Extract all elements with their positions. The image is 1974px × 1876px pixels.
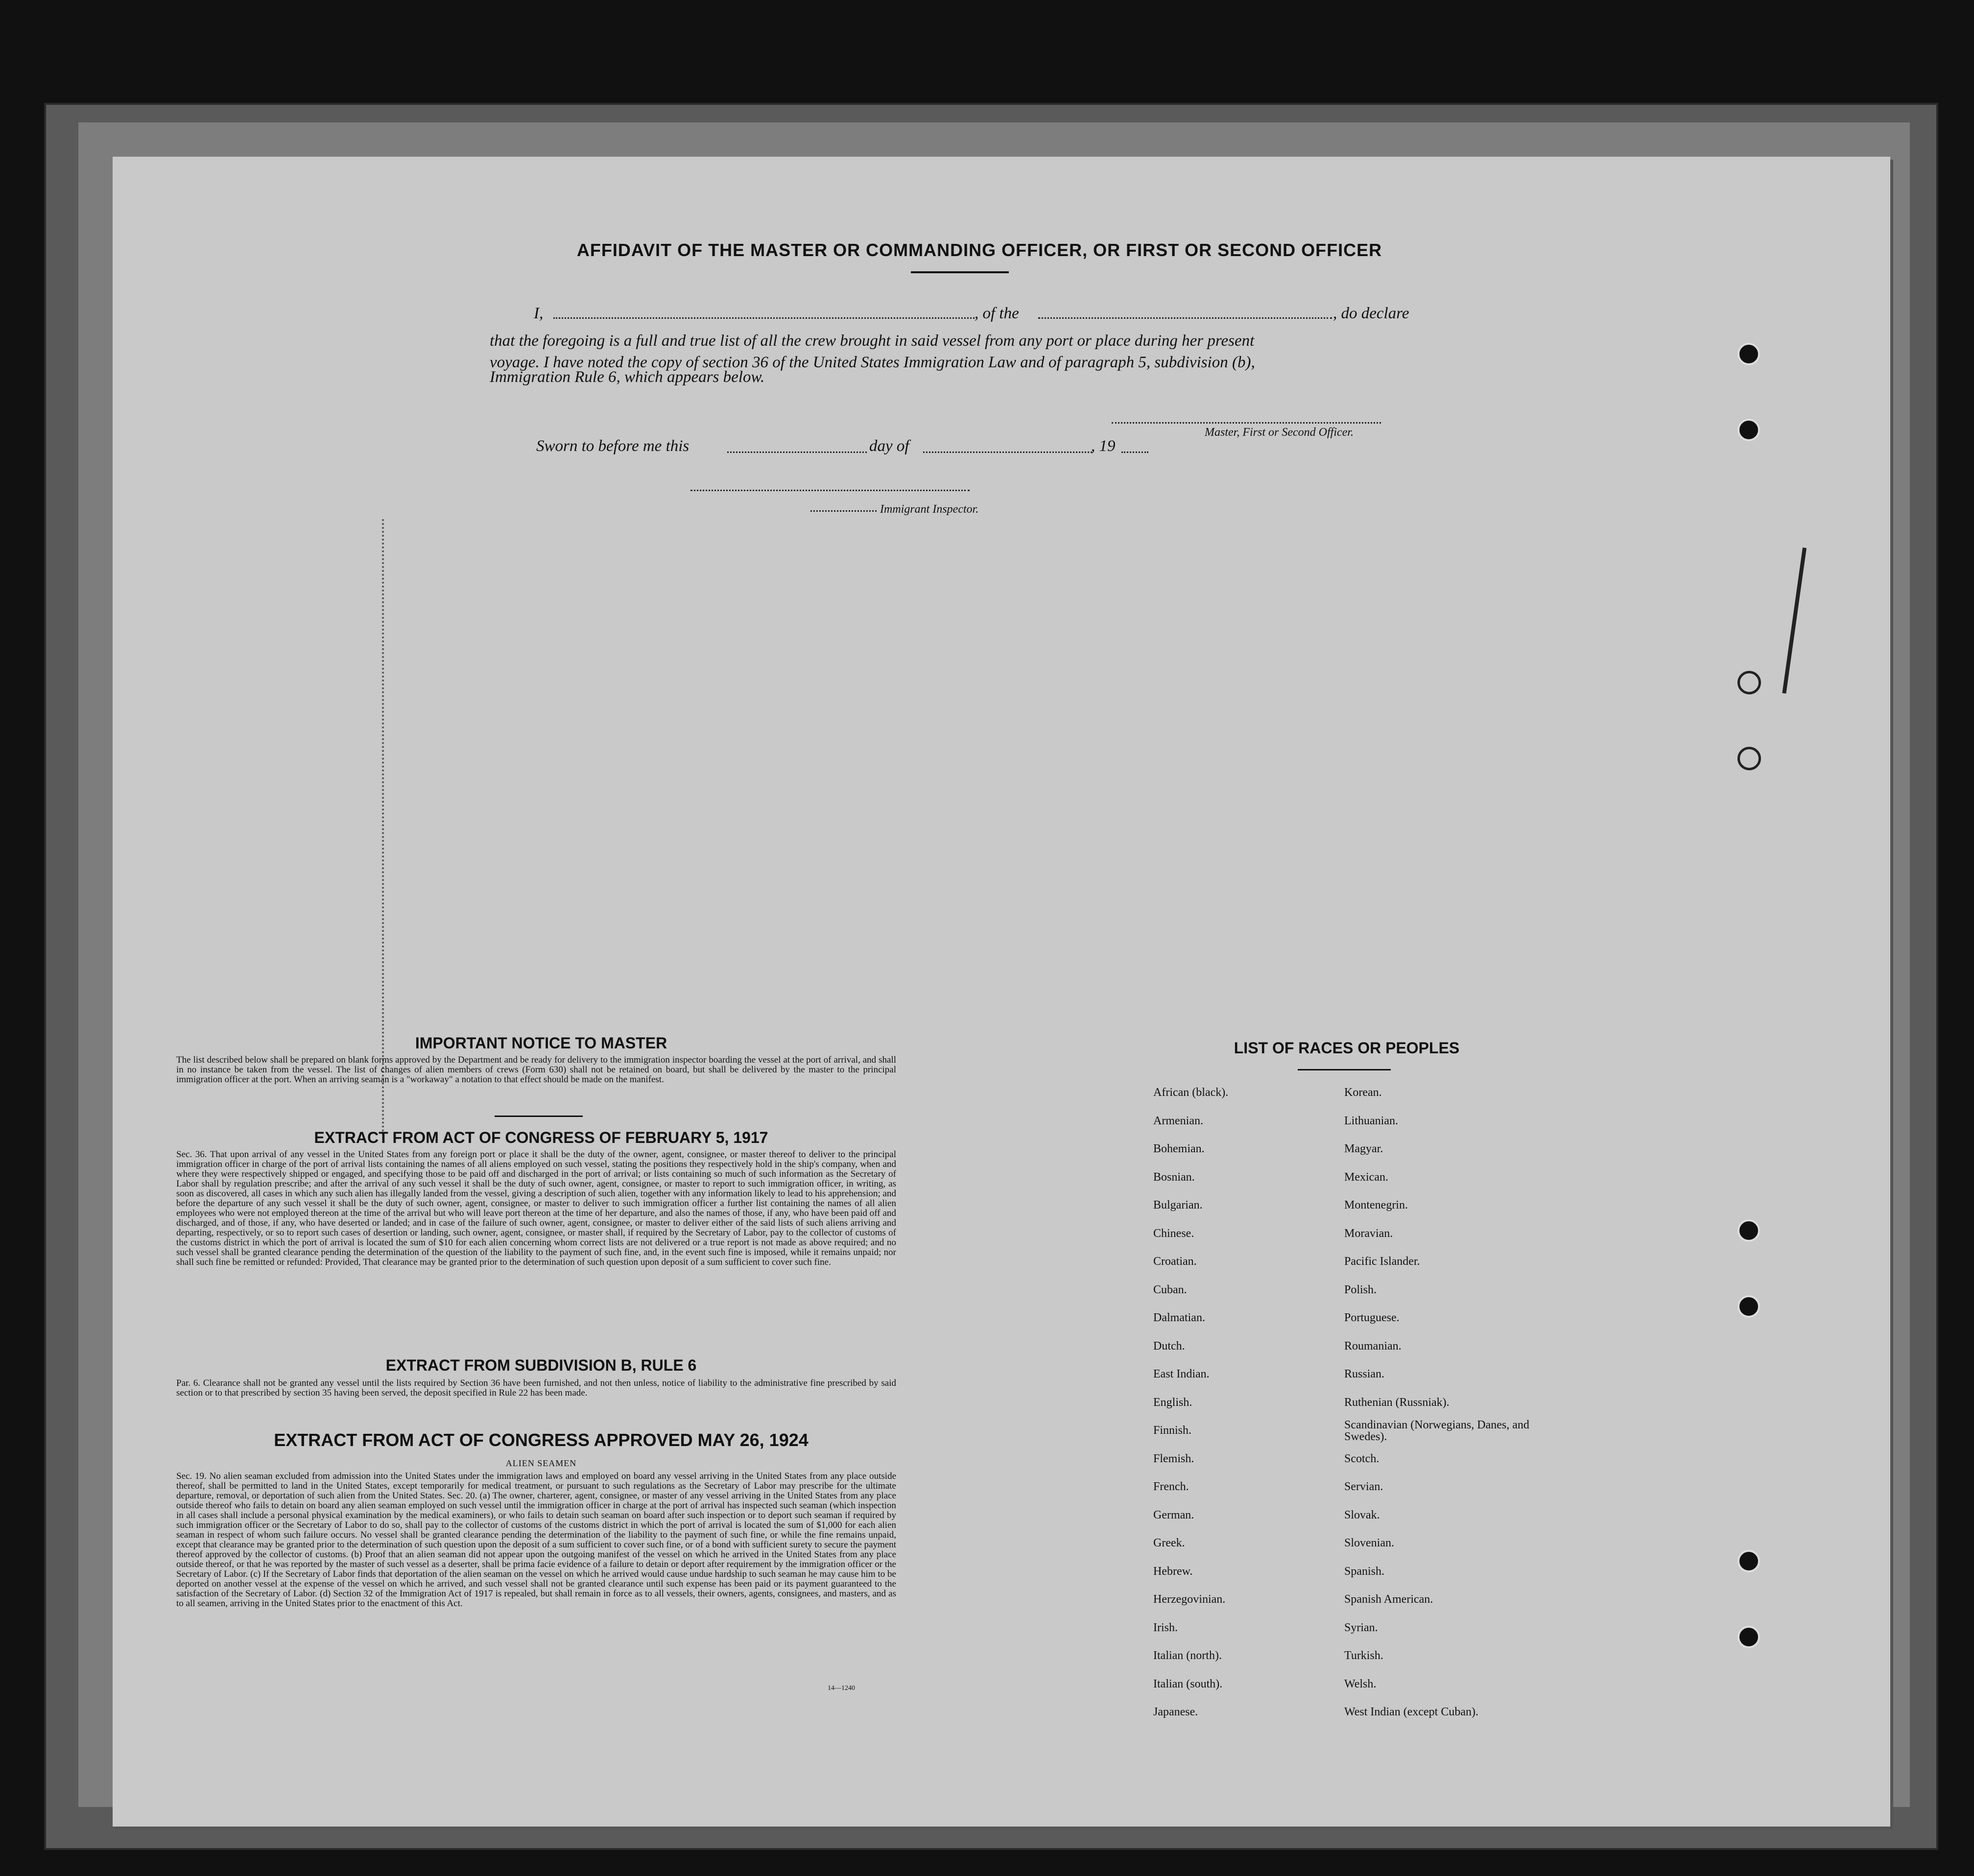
of-the-label: , of the: [975, 305, 1019, 322]
sworn-year-line[interactable]: [1121, 451, 1148, 453]
affidavit-title: AFFIDAVIT OF THE MASTER OR COMMANDING OFFICER, OR FIRST OR SECOND OFFICER: [576, 240, 1382, 260]
extract-rule6-title: EXTRACT FROM SUBDIVISION B, RULE 6: [385, 1356, 697, 1374]
name-line[interactable]: [553, 317, 975, 319]
notice-text: The list described below shall be prepared on blank forms approved by the Department and be ready for delivery to the immigration inspector boarding the vessel at the port of arrival, and shall in no instance be taken from the vessel. The list of changes of alien members of crews (Form 630) shall not be retained on board, but shall be delivered by the master to the principal immigration officer at the port. When an arriving seaman is a "workaway" a notation to that effect should be made on the manifest.: [176, 1055, 896, 1085]
race-item: Bosnian.: [1153, 1170, 1195, 1184]
vessel-line[interactable]: [1038, 317, 1332, 319]
race-item: Slovenian.: [1344, 1537, 1394, 1549]
race-item: Servian.: [1344, 1480, 1383, 1493]
race-item: Moravian.: [1344, 1227, 1393, 1240]
race-item: Bohemian.: [1153, 1142, 1205, 1155]
race-item: Slovak.: [1344, 1508, 1380, 1521]
affidavit-i-label: I,: [534, 305, 544, 322]
race-item: Dalmatian.: [1153, 1311, 1205, 1324]
race-item: Bulgarian.: [1153, 1199, 1203, 1211]
race-item: Montenegrin.: [1344, 1199, 1408, 1211]
race-item: Flemish.: [1153, 1452, 1194, 1465]
race-item: Spanish.: [1344, 1565, 1385, 1578]
master-signature-label: Master, First or Second Officer.: [1205, 426, 1354, 439]
race-item: Japanese.: [1153, 1706, 1198, 1718]
form-number: 14—1240: [828, 1685, 855, 1692]
extract-1924-text: Sec. 19. No alien seaman excluded from admission into the United States under the immigration laws and employed on board any vessel arriving in the United States from any place outside thereof, shall be permitted to land in the United States, except temporarily for medical treatment, or pursuant to such regulations as the Secretary of Labor may prescribe for the ultimate departure, removal, or deportation of such alien from the United States. Sec. 20. (a) The owner, charterer, agent, consignee, or master of any vessel arriving in the United States from any place outside thereof who fails to detain on board any alien seaman employed on such vessel until the immigration officer in charge at the port of arrival has inspected such seaman (which inspection in all cases shall include a personal physical examination by the medical examiners), or who fails to detain such seaman on board after such inspection or to deport such seaman if required by such immigration officer or the Secretary of Labor to do so, shall pay to the collector of customs of the customs district in which the port of arrival is located the sum of $1,000 for each alien seaman in respect of whom such failure occurs. No vessel shall be granted clearance pending the determination of the liability to the payment of such fine, or while the fine remains unpaid, except that clearance may be granted prior to the determination of such question upon the deposit of a sum sufficient to cover such fine, or of a bond with sufficient surety to secure the payment thereof approved by the collector of customs. (b) Proof that an alien seaman did not appear upon the outgoing manifest of the vessel on which he arrived in the United States from any place outside thereof, or that he was reported by the master of such vessel as a deserter, shall be prima facie evidence of a failure to detain or deport after requirement by the immigration officer or the Secretary of Labor. (c) If the Secretary of Labor finds that deportation of the alien seaman on the vessel on which he arrived would cause undue hardship to such seaman he may cause him to be deported on another vessel at the expense of the vessel on which he arrived, and such vessel shall not be granted clearance until such expense has been paid or its payment guaranteed to the satisfaction of the Secretary of Labor. (d) Section 32 of the Immigration Act of 1917 is repealed, but shall remain in force as to all vessels, their owners, agents, consignees, and masters, and as to all seamen, arriving in the United States prior to the enactment of this Act.: [176, 1471, 896, 1609]
extract-1917-text: Sec. 36. That upon arrival of any vessel in the United States from any foreign port or place it shall be the duty of the owner, agent, consignee, or master thereof to deliver to the principal immigration officer in charge of the port of arrival lists containing the names of all aliens employed on such vessel, stating the positions they respectively hold in the ship's company, when and where they were respectively shipped or engaged, and specifying those to be paid off and discharged in the port of arrival; or lists containing so much of such information as the Secretary of Labor shall by regulation prescribe; and after the arrival of any such vessel it shall be the duty of such owner, agent, consignee, or master to report to such immigration officer, in writing, as soon as discovered, all cases in which any such alien has illegally landed from the vessel, giving a description of such alien, together with any information likely to lead to his apprehension; and before the departure of any such vessel it shall be the duty of such owner, agent, consignee, or master to deliver to such immigration officer a further list containing the names of all alien employees who were not employed thereon at the time of the arrival but who will leave port thereon at the time of her departure, and also the names of those, if any, who have been paid off and discharged, and of those, if any, who have deserted or landed; and in case of the failure of such owner, agent, consignee, or master to deliver either of the said lists of such aliens arriving and departing, respectively, or so to report such cases of desertion or landing, such owner, agent, consignee, or master shall, if required by the Secretary of Labor, pay to the collector of customs of the customs district in which the port of arrival is located the sum of $10 for each alien concerning whom correct lists are not delivered or a true report is not made as above required; and no such vessel shall be granted clearance pending the determination of the question of the liability to the payment of such fine, and, in the event such fine is imposed, while it remains unpaid; nor shall such fine be remitted or refunded: Provided, That clearance may be granted prior to the determination of such question upon deposit of a sum sufficient to cover such fine.: [176, 1149, 896, 1267]
race-item: Cuban.: [1153, 1283, 1187, 1296]
extract-1924-subtitle: ALIEN SEAMEN: [505, 1458, 577, 1468]
day-of-label: day of: [869, 437, 909, 455]
races-title: LIST OF RACES OR PEOPLES: [1234, 1039, 1460, 1057]
master-signature-line[interactable]: [1112, 422, 1381, 424]
race-item: Finnish.: [1153, 1424, 1192, 1437]
punch-hole: [1737, 343, 1760, 365]
race-item: Italian (south).: [1153, 1677, 1223, 1690]
inspector-prefix-line: [810, 510, 877, 512]
race-item: Irish.: [1153, 1621, 1178, 1634]
race-item: African (black).: [1153, 1086, 1229, 1099]
race-item: Pacific Islander.: [1344, 1255, 1420, 1268]
race-item: French.: [1153, 1480, 1189, 1493]
extract-rule6-text: Par. 6. Clearance shall not be granted any vessel until the lists required by Section 36 have been furnished, and not then unless, notice of liability to the administrative fine prescribed by said section or to that prescribed by section 35 having been served, the deposit specified in Rule 22 has been made.: [176, 1378, 896, 1398]
race-item: Croatian.: [1153, 1255, 1197, 1268]
year-prefix-label: , 19: [1091, 437, 1116, 455]
race-item: Hebrew.: [1153, 1565, 1193, 1578]
race-item: Syrian.: [1344, 1621, 1378, 1634]
sworn-month-line[interactable]: [923, 451, 1092, 453]
race-item: German.: [1153, 1508, 1194, 1521]
race-item: Korean.: [1344, 1086, 1382, 1099]
race-item: Herzegovinian.: [1153, 1593, 1226, 1606]
punch-hole: [1737, 671, 1761, 694]
declaration-line-3: Immigration Rule 6, which appears below.: [490, 368, 765, 386]
race-item: Dutch.: [1153, 1339, 1185, 1353]
race-item: Welsh.: [1344, 1677, 1377, 1690]
punch-hole: [1737, 747, 1761, 770]
races-rule: [1298, 1069, 1391, 1070]
race-item: Scandinavian (Norwegians, Danes, and Swedes).: [1344, 1419, 1529, 1443]
race-item: West Indian (except Cuban).: [1344, 1706, 1478, 1718]
extract-1924-title: EXTRACT FROM ACT OF CONGRESS APPROVED MAY 26, 1924: [274, 1430, 809, 1450]
sworn-label: Sworn to before me this: [536, 437, 690, 455]
notice-title: IMPORTANT NOTICE TO MASTER: [415, 1034, 667, 1052]
race-item: Roumanian.: [1344, 1339, 1402, 1353]
race-item: Scotch.: [1344, 1452, 1379, 1465]
race-item: Armenian.: [1153, 1114, 1203, 1127]
title-underline: [911, 271, 1009, 273]
race-item: Spanish American.: [1344, 1593, 1433, 1606]
punch-hole: [1737, 419, 1760, 441]
race-item: Italian (north).: [1153, 1649, 1222, 1662]
punch-hole: [1737, 1626, 1760, 1648]
do-declare-label: , do declare: [1333, 305, 1409, 322]
race-item: Polish.: [1344, 1283, 1377, 1296]
race-item: Turkish.: [1344, 1649, 1383, 1662]
punch-hole: [1737, 1550, 1760, 1572]
inspector-signature-line[interactable]: [690, 490, 970, 491]
inspector-label: Immigrant Inspector.: [880, 503, 979, 516]
race-item: Mexican.: [1344, 1170, 1388, 1184]
declaration-line-2: voyage. I have noted the copy of section 36 of the United States Immigration Law and of paragraph 5, subdivision (b),: [490, 354, 1255, 371]
punch-hole: [1737, 1219, 1760, 1242]
race-item: Ruthenian (Russniak).: [1344, 1396, 1450, 1409]
race-item: Greek.: [1153, 1537, 1185, 1549]
race-item: Portuguese.: [1344, 1311, 1400, 1324]
race-item: Magyar.: [1344, 1142, 1383, 1155]
race-item: English.: [1153, 1396, 1192, 1409]
declaration-line-1: that the foregoing is a full and true list of all the crew brought in said vessel from any port or place during her present: [490, 332, 1255, 350]
sworn-day-line[interactable]: [727, 451, 867, 453]
race-item: Chinese.: [1153, 1227, 1194, 1240]
race-item: Lithuanian.: [1344, 1114, 1398, 1127]
race-item: Russian.: [1344, 1368, 1385, 1380]
race-item: East Indian.: [1153, 1368, 1210, 1380]
extract-1917-title: EXTRACT FROM ACT OF CONGRESS OF FEBRUARY 5, 1917: [314, 1129, 768, 1146]
notice-rule: [495, 1116, 583, 1117]
punch-hole: [1737, 1295, 1760, 1318]
